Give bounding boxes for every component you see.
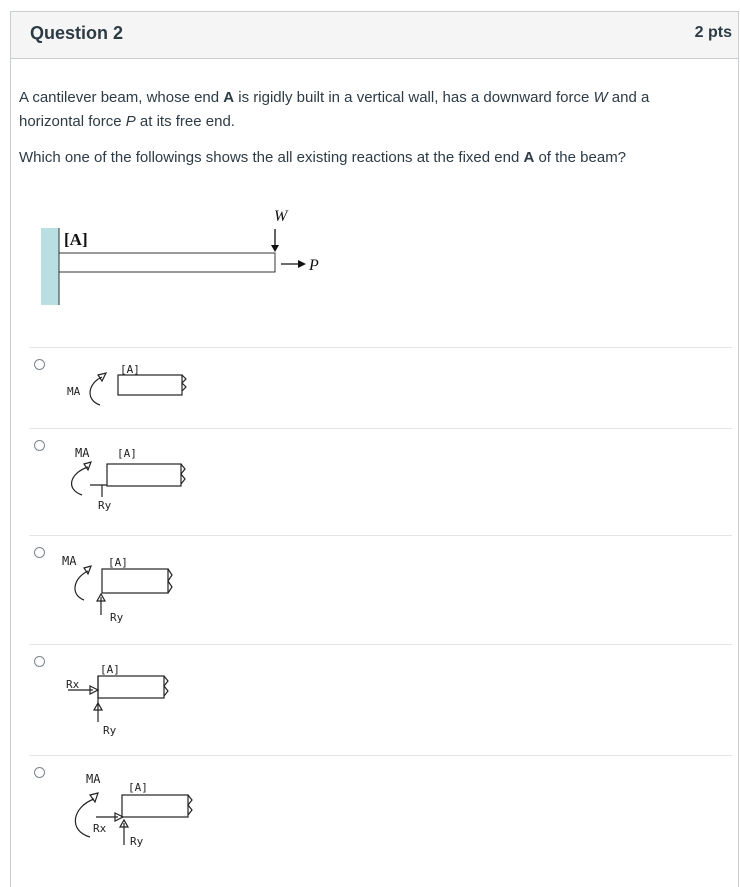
divider (29, 347, 732, 348)
option-4-label-ry: Ry (103, 724, 117, 737)
option-5-radio[interactable] (34, 767, 45, 778)
option-5-label-rx: Rx (93, 822, 107, 835)
option-1-sketch (60, 355, 200, 415)
divider (29, 755, 732, 756)
option-2-label-ry: Ry (98, 499, 112, 512)
option-3-label-beam: [A] (108, 556, 128, 569)
divider (29, 535, 732, 536)
option-4-label-beam: [A] (100, 663, 120, 676)
option-4-radio[interactable] (34, 656, 45, 667)
label-a: [A] (64, 230, 88, 249)
option-2-radio[interactable] (34, 440, 45, 451)
divider (29, 428, 732, 429)
option-3-sketch (58, 545, 208, 635)
option-5-label-beam: [A] (128, 781, 148, 794)
question-points: 2 pts (694, 24, 732, 41)
option-2-sketch (60, 437, 210, 527)
option-1-label-ma: MA (67, 385, 81, 398)
question-header (11, 12, 738, 59)
label-w: W (274, 208, 288, 225)
option-1-radio[interactable] (34, 359, 45, 370)
option-4-sketch (63, 656, 213, 746)
question-text-2: Which one of the followings shows the all existing reactions at the fixed end A of the beam? (19, 149, 627, 166)
option-5-sketch (66, 765, 216, 860)
label-p: P (309, 257, 319, 274)
question-title: Question 2 (30, 23, 124, 43)
cantilever-diagram (30, 205, 350, 315)
divider (29, 644, 732, 645)
option-3-radio[interactable] (34, 547, 45, 558)
beam (59, 253, 275, 272)
option-3-label-ma: MA (62, 554, 77, 568)
option-4-label-rx: Rx (66, 678, 80, 691)
option-1-label-beam: [A] (120, 363, 140, 376)
option-5-label-ry: Ry (130, 835, 144, 848)
option-2-label-ma: MA (75, 446, 90, 460)
question-text-1: A cantilever beam, whose end A is rigidly built in a vertical wall, has a downward force W and a horizontal force P at its free end. (19, 89, 650, 130)
option-2-label-beam: [A] (117, 447, 137, 460)
wall (41, 228, 59, 305)
option-3-label-ry: Ry (110, 611, 124, 624)
option-5-label-ma: MA (86, 772, 101, 786)
